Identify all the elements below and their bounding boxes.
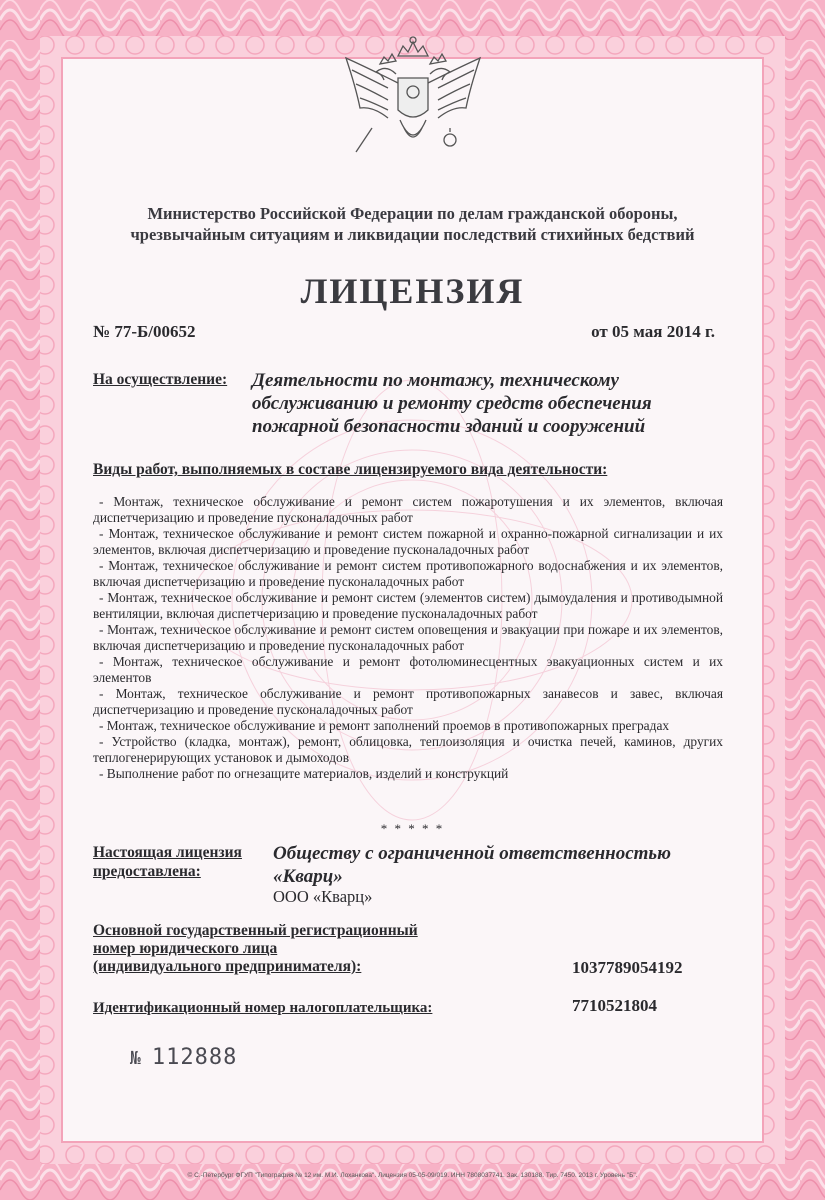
list-item: - Монтаж, техническое обслуживание и ремонт противопожарных занавесов и завес, включая диспетчеризацию и проведение пусконаладочных работ bbox=[93, 686, 723, 717]
ministry-line-2: чрезвычайным ситуациям и ликвидации последствий стихийных бедствий bbox=[130, 225, 695, 244]
activity-label: На осуществление: bbox=[93, 371, 228, 388]
ministry-name bbox=[90, 203, 735, 245]
printer-footer: © С.-Петербург ФГУП "Типография № 12 им. М.И. Лоханкова". Лицензия 05-05-09/019. ИНН 7808037741. Зак. 130188. Тир. 7450. 2013 г. Уровень "Б". bbox=[187, 1172, 638, 1179]
serial-digits: 112888 bbox=[151, 1045, 238, 1070]
list-item: - Монтаж, техническое обслуживание и ремонт фотолюминесцентных эвакуационных систем и их элементов bbox=[93, 654, 723, 685]
blank-serial-number bbox=[130, 1045, 237, 1070]
list-item: - Монтаж, техническое обслуживание и ремонт систем оповещения и эвакуации при пожаре и их элементов, включая диспетчеризацию и проведение пусконаладочных работ bbox=[93, 622, 723, 653]
license-date: от 05 мая 2014 г. bbox=[591, 322, 715, 341]
holder-label bbox=[93, 843, 242, 881]
list-item: - Монтаж, техническое обслуживание и ремонт систем пожарной и охранно-пожарной сигнализации и их элементов, включая диспетчеризацию и проведение пусконаладочных работ bbox=[93, 526, 723, 557]
list-item: - Монтаж, техническое обслуживание и ремонт заполнений проемов в противопожарных преградах bbox=[99, 718, 670, 733]
list-item: - Монтаж, техническое обслуживание и ремонт систем противопожарного водоснабжения и их элементов, включая диспетчеризацию и проведение пусконаладочных работ bbox=[93, 558, 723, 589]
holder-full-name: Обществу с ограниченной ответственностью «Кварц» bbox=[273, 843, 671, 887]
holder-short-name: ООО «Кварц» bbox=[273, 887, 373, 906]
list-item: - Монтаж, техническое обслуживание и ремонт систем (элементов систем) дымоудаления и противодымной вентиляции, включая диспетчеризацию и проведение пусконаладочных работ bbox=[93, 590, 723, 621]
works-list bbox=[93, 494, 723, 782]
list-item: - Устройство (кладка, монтаж), ремонт, облицовка, теплоизоляция и очистка печей, каминов, других теплогенерирующих установок и дымоходов bbox=[93, 734, 723, 765]
ministry-line-1: Министерство Российской Федерации по делам гражданской обороны, bbox=[147, 204, 678, 223]
ogrn-label bbox=[93, 922, 418, 976]
list-item: - Монтаж, техническое обслуживание и ремонт систем пожаротушения и их элементов, включая диспетчеризацию и проведение пусконаладочных работ bbox=[93, 494, 723, 525]
list-item: - Выполнение работ по огнезащите материалов, изделий и конструкций bbox=[99, 766, 509, 781]
ogrn-label-line-2: номер юридического лица bbox=[93, 940, 278, 957]
holder-label-line-2: предоставлена: bbox=[93, 863, 201, 880]
ogrn-label-line-1: Основной государственный регистрационный bbox=[93, 922, 418, 939]
works-heading: Виды работ, выполняемых в составе лицензируемого вида деятельности: bbox=[93, 461, 608, 478]
license-number: № 77-Б/00652 bbox=[93, 322, 196, 341]
number-sign: № bbox=[130, 1048, 142, 1069]
section-separator: * * * * * bbox=[380, 821, 445, 836]
ogrn-value: 1037789054192 bbox=[572, 958, 683, 977]
ogrn-label-line-3: (индивидуального предпринимателя): bbox=[93, 958, 362, 975]
holder-label-line-1: Настоящая лицензия bbox=[93, 844, 242, 861]
inn-label: Идентификационный номер налогоплательщика: bbox=[93, 1000, 433, 1016]
inn-value: 7710521804 bbox=[572, 996, 657, 1015]
document-title: ЛИЦЕНЗИЯ bbox=[300, 271, 525, 311]
activity-description: Деятельности по монтажу, техническому обслуживанию и ремонту средств обеспечения пожарной безопасности зданий и сооружений bbox=[252, 370, 652, 437]
